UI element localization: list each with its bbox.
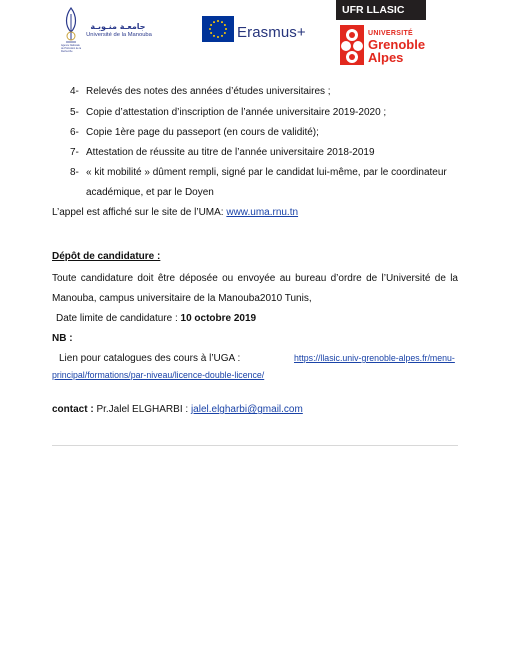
manouba-arabic-name: جامعـة منـوبـة xyxy=(90,22,146,31)
depot-heading: Dépôt de candidature : xyxy=(52,251,161,262)
depot-line-1: Toute candidature doit être déposée ou envoyée au bureau d’ordre de l’Université de la xyxy=(52,273,458,284)
deadline-line xyxy=(56,312,256,325)
contact-line xyxy=(52,403,303,416)
list-item-number: 4- xyxy=(70,86,79,97)
list-item-number: 5- xyxy=(70,107,79,118)
list-item-continuation: académique, et par le Doyen xyxy=(86,187,214,198)
eu-flag-icon xyxy=(202,16,234,42)
erasmus-logo xyxy=(202,16,306,48)
deadline-value: 10 octobre 2019 xyxy=(180,313,257,324)
list-item-text: Copie 1ère page du passeport (en cours de validité); xyxy=(86,127,319,138)
uma-website-link[interactable]: www.uma.rnu.tn xyxy=(226,207,299,218)
manouba-logo xyxy=(60,4,152,58)
deadline-label: Date limite de candidature : xyxy=(56,313,181,324)
divider xyxy=(52,445,458,446)
uga-logo xyxy=(336,0,426,70)
depot-line-2: Manouba, campus universitaire de la Manouba2010 Tunis, xyxy=(52,293,312,304)
list-item-text: « kit mobilité » dûment rempli, signé par le candidat lui-même, par le coordinateur xyxy=(86,167,447,178)
nb-label: NB : xyxy=(52,333,73,344)
contact-label: contact : xyxy=(52,404,97,415)
uga-line3: Alpes xyxy=(368,50,404,65)
erasmus-label: Erasmus+ xyxy=(237,24,306,41)
uga-band-label: UFR LLASIC xyxy=(342,4,405,16)
manouba-emblem-caption: Agence Nationale de Promotion de la Recherche xyxy=(61,44,82,53)
notice-text: L’appel est affiché sur le site de l’UMA: xyxy=(52,207,227,218)
nb-text: Lien pour catalogues des cours à l’UGA : xyxy=(59,353,241,364)
list-item-number: 8- xyxy=(70,167,79,178)
uga-line1: UNIVERSITÉ xyxy=(368,30,414,37)
list-item-number: 7- xyxy=(70,147,79,158)
manouba-latin-name: Université de la Manouba xyxy=(86,32,152,38)
contact-email-link[interactable]: jalel.elgharbi@gmail.com xyxy=(190,404,303,415)
uga-catalog-link-continuation[interactable]: principal/formations/par-niveau/licence-double-licence/ xyxy=(52,370,265,380)
uga-catalog-link[interactable]: https://llasic.univ-grenoble-alpes.fr/menu- xyxy=(294,353,455,363)
notice-line xyxy=(52,206,298,219)
list-item-number: 6- xyxy=(70,127,79,138)
uga-mark-icon xyxy=(339,24,365,66)
contact-name: Pr.Jalel ELGHARBI : xyxy=(96,404,191,415)
uga-band xyxy=(336,0,426,20)
uga-line2: Grenoble xyxy=(368,37,426,52)
list-item-text: Relevés des notes des années d’études universitaires ; xyxy=(86,86,331,97)
list-item-text: Copie d’attestation d’inscription de l’année universitaire 2019-2020 ; xyxy=(86,107,387,118)
list-item-text: Attestation de réussite au titre de l’année universitaire 2018-2019 xyxy=(86,147,375,158)
